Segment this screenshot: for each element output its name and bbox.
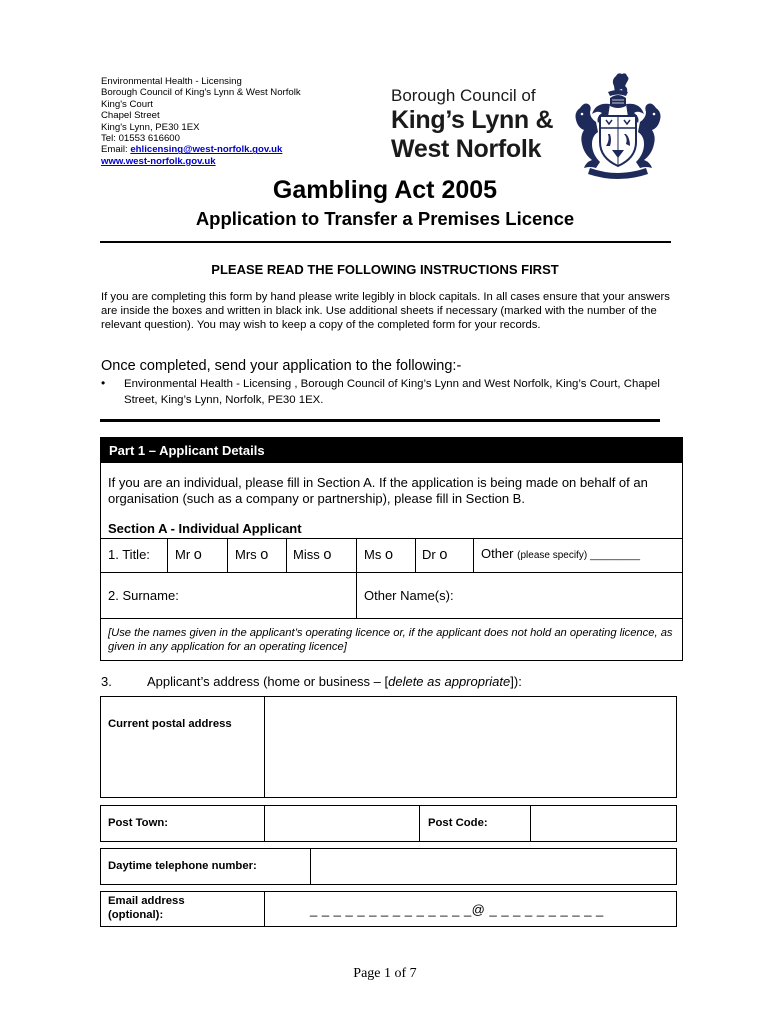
part1-intro: If you are an individual, please fill in Section A. If the application is being made on behalf of an organisation (such as a company or partnership), please fill in Section B. — [108, 475, 648, 507]
post-town-input[interactable] — [264, 805, 420, 842]
title-option-label: Miss — [293, 547, 320, 562]
radio-circle-icon: o — [384, 547, 394, 563]
title-row-top-line — [100, 538, 683, 539]
contact-street: Chapel Street — [101, 110, 160, 122]
radio-circle-icon: o — [260, 547, 269, 563]
logo-line-3: West Norfolk — [391, 135, 542, 163]
surname-col-divider — [356, 572, 357, 618]
email-label — [108, 895, 185, 922]
title-col-divider — [227, 538, 228, 572]
other-label: Other — [481, 546, 514, 561]
title-option-dr[interactable] — [422, 547, 447, 563]
contact-council: Borough Council of King's Lynn & West Norfolk — [101, 87, 301, 99]
section-a-heading: Section A - Individual Applicant — [108, 521, 302, 536]
divider-top — [100, 241, 671, 243]
address-bullet-text: Environmental Health - Licensing , Borough Council of King’s Lynn and West Norfolk, King’s Court, Chapel Street, King’s Lynn, Norfolk, PE30 1EX. — [124, 378, 660, 406]
postal-address-input[interactable] — [264, 696, 677, 798]
q3-text-after: ]): — [510, 674, 522, 689]
email-placeholder: _ _ _ _ _ _ _ _ _ _ _ _ _ _@ _ _ _ _ _ _ _ _ _ _ — [310, 902, 604, 917]
title-row-bottom-line — [100, 572, 683, 573]
title-col-divider — [356, 538, 357, 572]
title-option-mrs[interactable] — [235, 547, 268, 563]
logo-line-1: Borough Council of — [391, 86, 536, 105]
q3-text-before: Applicant’s address (home or business – [ — [147, 674, 389, 689]
title-option-other[interactable] — [481, 546, 640, 561]
names-note: [Use the names given in the applicant’s operating licence or, if the applicant does not hold an operating licence, as given in any application for an operating licence] — [108, 627, 673, 654]
contact-town: King's Lynn, PE30 1EX — [101, 121, 200, 133]
contact-website-row — [101, 156, 301, 167]
title-option-label: Mr — [175, 547, 191, 562]
postal-address-label: Current postal address — [108, 718, 232, 730]
email-label-line-1: Email address — [108, 895, 185, 907]
contact-block — [101, 76, 301, 167]
divider-middle — [100, 419, 660, 422]
contact-tel: Tel: 01553 616600 — [101, 133, 180, 145]
title-option-miss[interactable] — [293, 547, 331, 563]
email-label-line-2: (optional): — [108, 908, 164, 921]
heraldic-crest-icon — [568, 68, 668, 180]
contact-department: Environmental Health - Licensing — [101, 76, 242, 87]
title-col-divider — [167, 538, 168, 572]
council-logo-text — [391, 86, 553, 164]
part1-heading: Part 1 – Applicant Details — [101, 438, 682, 463]
form-subtitle: Application to Transfer a Premises Licence — [195, 208, 575, 229]
phone-label: Daytime telephone number: — [108, 860, 257, 872]
page-number: Page 1 of 7 — [353, 966, 417, 981]
phone-input[interactable] — [310, 848, 677, 885]
contact-building: King's Court — [101, 98, 153, 110]
title-label: 1. Title: — [108, 547, 150, 562]
instructions-body: If you are completing this form by hand please write legibly in block capitals. In all cases ensure that your answers are inside the boxes and written in black ink. Use additional sheets if necessary (marked with the number of the relevant question). You may wish to keep a copy of the completed form for your records. — [101, 291, 670, 332]
contact-email-link[interactable]: ehlicensing@west-norfolk.gov.uk — [130, 144, 283, 156]
form-title: Gambling Act 2005 — [272, 176, 498, 204]
q3-text-italic: delete as appropriate — [388, 674, 511, 689]
postal-address-label-cell — [100, 696, 265, 798]
title-col-divider — [473, 538, 474, 572]
title-option-label: Ms — [364, 547, 382, 562]
other-names-label: Other Name(s): — [364, 588, 454, 603]
q3-question — [147, 674, 522, 689]
post-code-input[interactable] — [530, 805, 677, 842]
title-col-divider — [415, 538, 416, 572]
title-col-divider — [286, 538, 287, 572]
send-heading: Once completed, send your application to the following:- — [101, 358, 462, 374]
contact-email-label: Email: — [101, 144, 131, 156]
radio-circle-icon: o — [439, 547, 448, 563]
contact-website-link[interactable]: www.west-norfolk.gov.uk — [101, 155, 216, 167]
title-option-label: Mrs — [235, 547, 257, 562]
instructions-heading: PLEASE READ THE FOLLOWING INSTRUCTIONS FIRST — [211, 262, 559, 277]
surname-row-bottom-line — [100, 618, 683, 619]
title-option-label: Dr — [422, 547, 436, 562]
other-hint: (please specify) _________ — [517, 550, 641, 561]
radio-circle-icon: o — [193, 547, 202, 563]
contact-email-row — [101, 144, 301, 155]
title-option-mr[interactable] — [175, 547, 202, 563]
surname-label: 2. Surname: — [108, 588, 179, 603]
post-code-label: Post Code: — [428, 817, 488, 829]
logo-line-2: King’s Lynn & — [391, 106, 554, 134]
q3-number: 3. — [101, 674, 112, 689]
title-option-ms[interactable] — [364, 547, 393, 563]
radio-circle-icon: o — [323, 547, 332, 563]
post-town-label: Post Town: — [108, 817, 169, 829]
bullet-icon: • — [101, 376, 106, 390]
